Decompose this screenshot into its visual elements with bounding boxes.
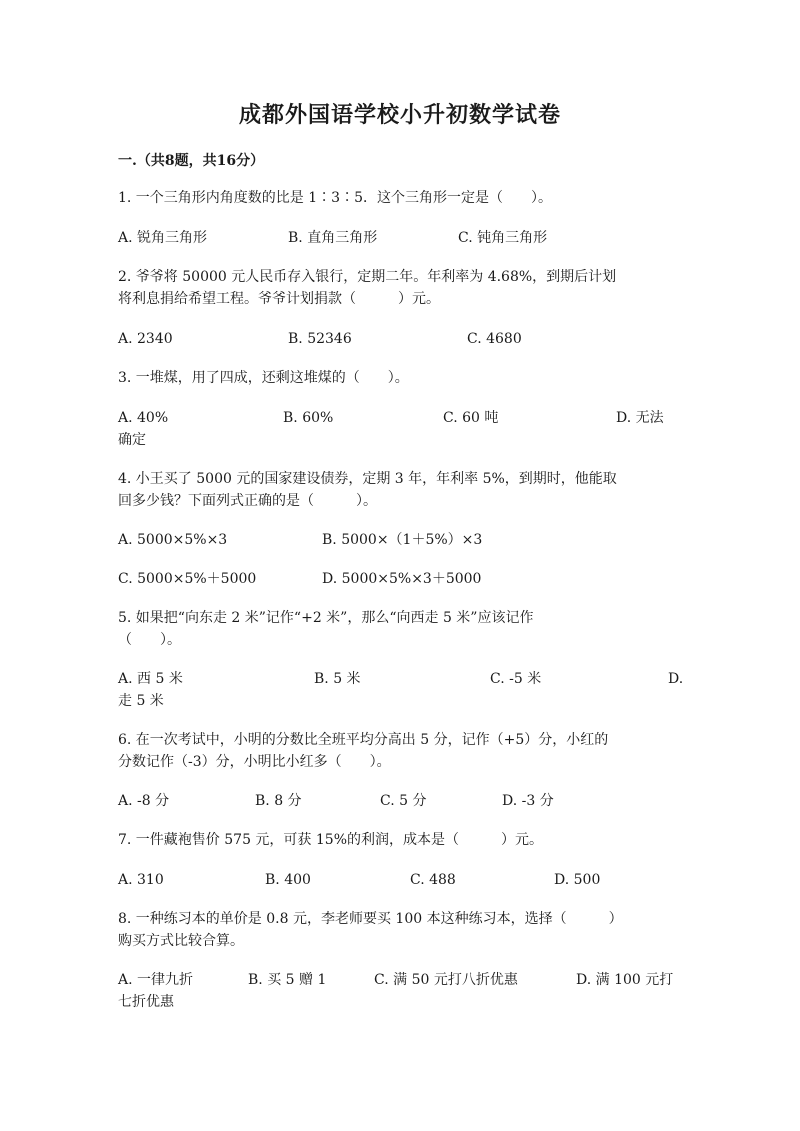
question-2-option-b: B. 52346 xyxy=(288,331,352,347)
question-1-stem: 1. 一个三角形内角度数的比是 1∶3∶5．这个三角形一定是（ ）。 xyxy=(118,190,552,206)
question-3-option-d-continued: 确定 xyxy=(118,432,146,448)
question-2-option-a: A. 2340 xyxy=(118,331,173,347)
question-6-stem-line-2: 分数记作（-3）分，小明比小红多（ ）。 xyxy=(118,754,391,770)
question-4-option-c: C. 5000×5%＋5000 xyxy=(118,571,257,587)
question-4-option-d: D. 5000×5%×3＋5000 xyxy=(322,571,482,587)
question-5-option-d-continued: 走 5 米 xyxy=(118,693,164,709)
question-6-stem-line-1: 6. 在一次考试中，小明的分数比全班平均分高出 5 分，记作（+5）分，小红的 xyxy=(118,732,609,748)
question-8-stem-line-1: 8. 一种练习本的单价是 0.8 元，李老师要买 100 本这种练习本，选择（ ） xyxy=(118,911,623,927)
section-header: 一.（共8题，共16分） xyxy=(118,153,265,169)
question-6-option-a: A. -8 分 xyxy=(118,793,170,809)
question-6-option-b: B. 8 分 xyxy=(255,793,302,809)
question-7-option-d: D. 500 xyxy=(554,872,601,888)
question-5-option-c: C. -5 米 xyxy=(490,671,542,687)
question-1-option-b: B. 直角三角形 xyxy=(288,230,378,246)
question-4-stem-line-1: 4. 小王买了 5000 元的国家建设债券，定期 3 年，年利率 5%，到期时，他能取 xyxy=(118,471,617,487)
question-8-option-d: D. 满 100 元打 xyxy=(576,972,674,988)
question-5-option-a: A. 西 5 米 xyxy=(118,671,183,687)
question-2-stem-line-2: 将利息捐给希望工程。爷爷计划捐款（ ）元。 xyxy=(118,291,440,307)
question-5-option-b: B. 5 米 xyxy=(314,671,361,687)
question-5-option-d: D. xyxy=(668,671,684,687)
question-8-option-d-continued: 七折优惠 xyxy=(118,994,174,1010)
question-4-option-a: A. 5000×5%×3 xyxy=(118,532,228,548)
question-6-option-d: D. -3 分 xyxy=(502,793,554,809)
question-5-stem-line-2: （ ）。 xyxy=(118,632,181,648)
question-1-option-a: A. 锐角三角形 xyxy=(118,230,208,246)
question-3-option-c: C. 60 吨 xyxy=(443,410,499,426)
question-3-option-d: D. 无法 xyxy=(616,410,664,426)
question-8-stem-line-2: 购买方式比较合算。 xyxy=(118,933,244,949)
question-2-stem-line-1: 2. 爷爷将 50000 元人民币存入银行，定期二年。年利率为 4.68%，到期后计划 xyxy=(118,269,617,285)
question-8-option-b: B. 买 5 赠 1 xyxy=(248,972,327,988)
question-6-option-c: C. 5 分 xyxy=(380,793,427,809)
question-2-option-c: C. 4680 xyxy=(467,331,522,347)
question-7-option-c: C. 488 xyxy=(410,872,456,888)
question-7-option-a: A. 310 xyxy=(118,872,164,888)
question-8-option-a: A. 一律九折 xyxy=(118,972,194,988)
question-3-stem: 3. 一堆煤，用了四成，还剩这堆煤的（ ）。 xyxy=(118,370,409,386)
question-5-stem-line-1: 5. 如果把“向东走 2 米”记作“+2 米”，那么“向西走 5 米”应该记作 xyxy=(118,610,534,626)
question-1-option-c: C. 钝角三角形 xyxy=(458,230,548,246)
question-3-option-a: A. 40% xyxy=(118,410,169,426)
page-title: 成都外国语学校小升初数学试卷 xyxy=(238,102,561,128)
question-4-stem-line-2: 回多少钱？下面列式正确的是（ ）。 xyxy=(118,493,377,509)
question-8-option-c: C. 满 50 元打八折优惠 xyxy=(374,972,518,988)
question-4-option-b: B. 5000×（1＋5%）×3 xyxy=(322,532,483,548)
question-7-option-b: B. 400 xyxy=(265,872,311,888)
question-7-stem: 7. 一件藏袍售价 575 元，可获 15%的利润，成本是（ ）元。 xyxy=(118,832,543,848)
question-3-option-b: B. 60% xyxy=(283,410,334,426)
